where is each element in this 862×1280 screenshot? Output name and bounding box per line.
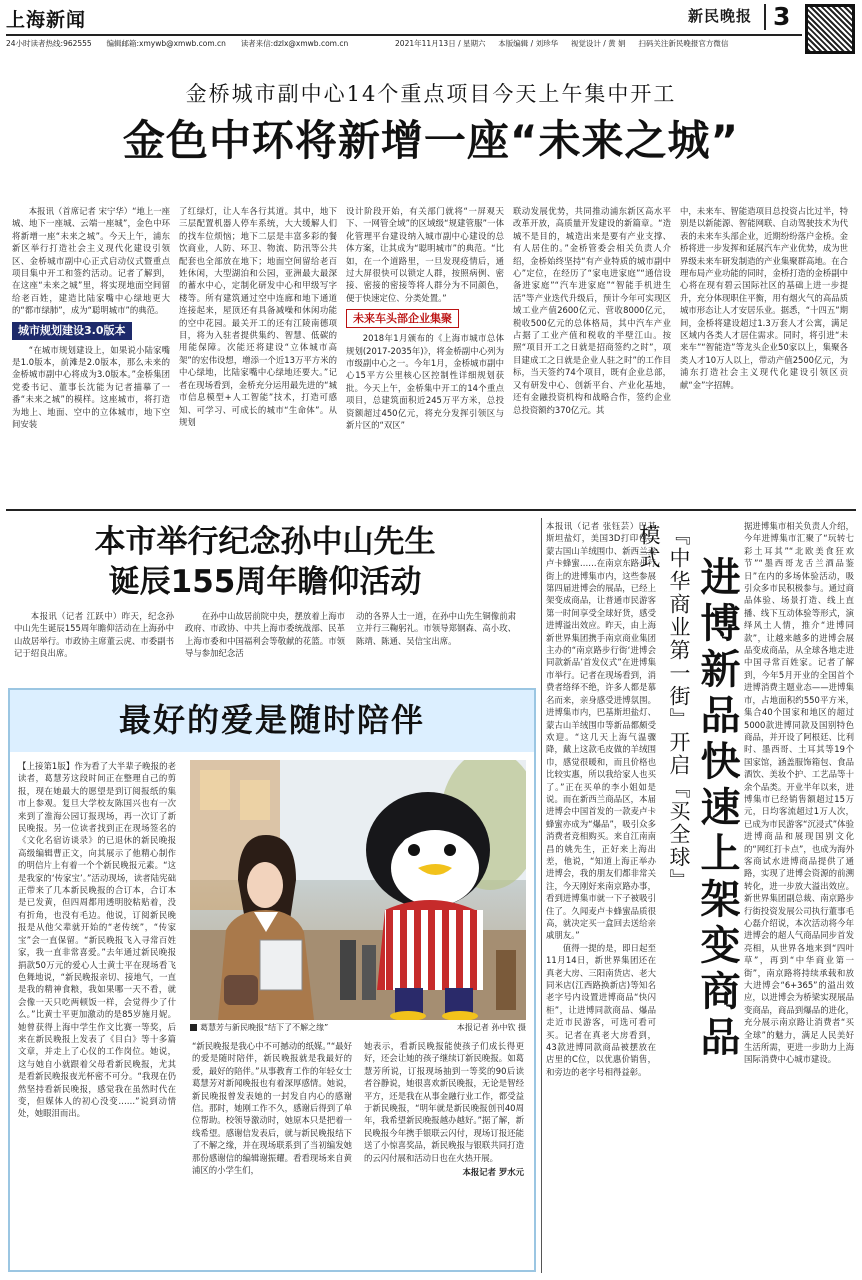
issue-date: 2021年11月13日 / 星期六 [395,39,486,48]
story2-headline-line2: 诞辰155周年瞻仰活动 [108,564,422,600]
story3-photo-caption: 葛慧芳与新民晚报“结下了不解之缘” 本报记者 孙中钦 摄 [190,1022,526,1034]
page-number: 3 [773,2,791,31]
story2-headline-line1: 本市举行纪念孙中山先生 [94,524,436,560]
story3-column-2: “新民晚报是我心中不可撼动的纸媒。”“最好的爱是随时陪伴，新民晚报就是我最好的爱，最好的陪伴。”从事教育工作的年轻女士葛慧芳对新闻晚报也有着深厚感情。她说，新民晚报曾发表她的一封发自内心的感谢信。那时，她刚工作不久，感谢后得到了单位帮助。校领导激动时，她原本只是把着一线希望。感谢信发表后，就与新民晚报结下了不解之缘，并在现场联系到了当初编发她那份感谢信的编辑谢振耀。看看现场来自黄浦区的小学生们， [192,1041,352,1176]
story1-kicker: 金桥城市副中心14个重点项目今天上午集中开工 [185,82,677,106]
paper-logo: 新民晚报 [688,7,753,25]
story4-column-2: 据进博集市相关负责人介绍，今年进博集市汇聚了“玩转七彩土耳其”“北欧美食狂欢节”“墨西哥龙舌兰酒品鉴日”在内的多场体验活动，吸引众多市民积极参与。通过商品体验、场景打造、线上直播、线下互动体验等形式，演绎风土人情，推介“进博同款”，让越来越多的进博会展品变成商品，从全球各地走进中国寻常百姓家。记者了解到，今年5月开业的全国首个进博消费主题业态——进博集市，占地面积约550平方米，集合40个国家和地区的超过5000款进博同款及国别特色商品，并开设了阿根廷、比利时、墨西哥、土耳其等19个国家馆，涵盖服饰箱包、食品酒饮、美妆个护、工艺品等十余个品类。开业半年以来，进博集市已经销售额超过15万元，日均客流超过1万人次，已成为市民游客“沉浸式”体验进博商品和展现国别文化的“网红打卡点”，也成为海外客商试水进博商品提供了通路，实现了进博会资源的前溯转化，进一步放大溢出效应。新世界集团副总裁、南京路步行街投资发展公司执行董事毛心磊介绍说，本次活动将今年进博会的超人气商品同步首发亮相，从世界各地来到“四叶草”，再到“中华商业第一街”，南京路将持续承载和放大进博会“6+365”的溢出效应，以进博会为桥梁实现展品变商品，商品到爆品的进化，充分展示南京路让消费者“买全球”的魅力，满足人民美好生活所需，更进一步助力上海国际消费中心城市建设。 [744,521,854,1065]
story1-column-1: 本报讯（首席记者 宋宁华）“地上一座城、地下一座城、云端一座城”，金色中环将新增一座“未来之城”。今天上午，浦东新区举行打造社会主义现代化建设引领区、金桥城市副中心正式启动仪式暨重点项目集中开工和签约活动。记者了解到，在这座“未来之城”里，将实现地面空间留给老百姓，建造比陆家嘴中心绿地更大的“都市绿肺”，成为“聪明城市”的典范。 城市规划建设3.0版本 “在城市规划建设上，如果说小陆家嘴是1.0版本，前滩是2.0版本，那么未来的金桥城市副中心将成为3.0版本。”金桥集团党委书记、董事长沈能为记者描摹了一番“未来之城”的模样。这座城市，将打造为地上、地面、空中的立体城市，地下空间安装 [12,206,170,430]
editor-email[interactable]: 编辑邮箱:xmywb@xmwb.com.cn [106,39,226,48]
story2-column-1: 本报讯（记者 江跃中）昨天，纪念孙中山先生诞辰155周年瞻仰活动在上海孙中山故居举行。市政协主席董云虎、市委副书记于绍良出席。 [14,611,174,659]
masthead-info-row [6,39,802,49]
story1-headline: 金色中环将新增一座“未来之城” [122,116,740,165]
section-rule-1 [6,509,856,511]
story3-column-3: 她表示，看新民晚报能使孩子们成长得更好，还会让她的孩子继续订新民晚报。如葛慧芳所说，订报现场抽到一等奖的90后读者谷静说，她很喜欢新民晚报，无论是智经平方，还是我在从事金融行业工作，都受益于新民晚报，“明年就是新民晚报创刊40周年，我希望新民晚报越办越好。”据了解，新民晚报今年携手银联云闪付，现场订报还能送了小惊喜奖品，新民晚报与银联共同打造的云闪付展和活动日也在火热开展。 本报记者 罗水元 [364,1041,524,1178]
story1-subhead-2: 未来车头部企业集聚 [346,309,459,328]
story4-column-1: 本报讯（记者 张钰芸）巴基斯坦盐灯，美国3D打印包、蒙古国山羊绒围巾、新西兰麦卢卡蜂蜜……在南京东路步行街上的进博集市内，这些参展第四届进博会的展品，已经上架变成商品，让普通市民游客第一时间享受全球好货，感受进博溢出效应。昨天，由上海新世界集团携手南京商业集团主办的“南京路步行街‘进博会同款新品’首发仪式”在进博集市举行。记者在现场看到，消费者络绎不绝，许多人都是慕名而来，亲身感受进博氛围。进博集市内，巴基斯坦盐灯、蒙古山羊绒围巾等新品都颇受欢迎。“这几天上海气温骤降，戴上这款毛皮做的羊绒围巾，感觉很暖和，而且价格也比较实惠，所以我给家人也买了。”正在买单的李小姐如是说。而在新西兰商品区，本届进博会中国首发的一款麦卢卡蜂蜜亦成为“爆品”，吸引众多消费者竞相购买。来自江南南昌的姚先生，正好来上海出差，他说，“知道上海正举办进博会，我的朋友们都非常关注，今天刚好来南京路办事，看到进博集市就一下子被吸引住了。久闻麦卢卡蜂蜜品质很高，就决定买一盒回去送给亲戚朋友。” 值得一提的是，即日起至11月14日，新世界集团还在真老大房、三阳南货店、老大同米店(江西路换新店)等知名老字号内设置进博商品“快闪柜”，让进博同款商品、爆品走近市民游客，可选可看可买。记者在真老大房看到，43款进博同款商品被摆放在店里的C位，以优惠价销售，和旁边的老字号相得益彰。 [546,521,656,1077]
story1-column-5: 中，未来车、智能造项目总投资占比过半，特别是以新能源、智能网联、自动驾驶技术为代表的未来车头部企业，近期纷纷落户金桥。金桥将进一步发挥和延展汽车产业优势，成为世界级未来车研发制造的产业集聚群高地。在合理布局产业功能的同时，金桥打造的金桥副中心将在现有碧云国际社区的基础上进一步提升，充分体现职住平衡，用有烟火气的高品质城市形态让人才安居乐业。据悉，“十四五”期间，金桥将建设超过1.3万套人才公寓，满足区域内各类人才居住需求。同时，将引进“未来车”“智能造”等龙头企业50家以上，集聚各类人才10万人以上，带动产值2500亿元，为浦东打造社会主义现代化建设引领区贡献“金”字招牌。 [680,206,848,390]
story3-headline: 最好的爱是随时陪伴 [118,701,425,739]
page-editor: 本版编辑 / 刘珍华 [498,39,559,48]
story1-column-2: 了红绿灯，让人车各行其道。其中，地下三层配置机器人停车系统，大大缓解人们的找车位烦恼；地下二层是丰富多彩的餐饮商业，人防、环卫、物流、防汛等公共配套也全部放在地下；地面空间留给老百姓休闲，大型湖泊和公园，亚洲最大最深的蓄水中心，定制化研发中心和甲级写字楼等。所有建筑通过空中连廊和地下通道连接起来，屋顶还有具备减噪和休闲功能的空中花园。最关开工的还有江陵南德项目，将为入驻者提供集约、智慧、低碳的用能保障。次能还将建设“立体城市高架”的宏伟设想，增添一个近13万平方米的中心绿地，比陆家嘴中心绿地还要大。”记者在现场看到，金桥充分运用最先进的“城市信息模型+人工智能”技术，打造可感知、可学习、可成长的城市“生命体”。从规划 [179,206,337,427]
story3-column-1: 【上接第1版】作为看了大半辈子晚报的老读者，葛慧芳这段时间正在整理自己的剪报，现在她最大的愿望是到订阅报纸的集市上参观。复旦大学校友陈国兴也有一次来到了淮海公园订报现场，再一次订了新民晚报。另一位读者找到正在现场签名的《文化名宿访谈录》的已退休的新民晚报高级编辑曹正文，向其展示了他精心制作的明信片上有着一个个新民晚报元素。“这是我家的‘传家宝’。”活动现场，读者陆宪础正带来了几本新民晚报的合订本，合订本是已发黄，但四周都用透明胶粘贴着，没有折角，也没有毛边。他说，订阅新民晚报是从他父辈就开始的“老传统”，“传家宝”会一直保留。“新民晚报飞入寻常百姓家，我一直非常喜爱。”去年通过新民晚报捐款50万元的爱心人士黄士平在现场看飞色舞地说，“新民晚报亲切、接地气，一直是我的精神食粮，我如果哪一天不看，就会像一天只吃两顿饭一样，会觉得少了什么。”比黄士平更加激动的是85岁施月妮。她曾获得上海中学生作文比赛一等奖，后来在新民晚报上发表了《目白》等十多篇文章，并走上了心仪的工作岗位。她说，这与她自小就跟着父母看新民晚报，尤其是看新民晚报夜光杯密不可分。“我现在仍然坚持看新民晚报，感觉我在虽然时代在变，但媒体人的初心没变……”说到动情处，她眼泪而出。 [18,761,176,1119]
photo-illustration [190,760,526,1020]
qr-caption: 扫码关注新民晚报官方微信 [638,39,729,48]
masthead-rule [6,34,802,36]
story1-column-4: 联动发展优势，共同推动浦东新区高水平改革开放，高质量开发建设的新篇章。“造城不是目的，城造出来是要有产业支撑、有人居住的。”金桥管委会相关负责人介绍，金桥始终坚持“有产业特质的城市副中心”定位，在经历了“家电进家庭”“通信设备进家庭”“汽车进家庭”“智能手机进生活”等产业迭代升级后，预计今年可实现区域工业产值2600亿元、营收8000亿元，税收500亿元的总体格局，其中汽车产业占据了工业产值和税收的半壁江山。按照“项目开工之日就是招商签约之时”，项目建成工之日就是企业人驻之时”的工作目标，当天签约74个项目，既有企业总部，又有研发中心、创新平台、产业化基地，还有金融投资机构和战略合作，签约企业总投资额约370亿元。其 [513,206,671,415]
reader-email[interactable]: 读者来信:dzlx@xmwb.com.cn [240,39,349,48]
story2-column-2: 在孙中山故居前院中央，摆放着上海市政府、市政协、中共上海市委统战部、民革上海市委和中国福利会等敬献的花篮。市领导与参加纪念活 [185,611,345,659]
vertical-divider [541,518,542,1273]
section-title: 上海新闻 [6,9,87,31]
story3-byline: 本报记者 罗水元 [462,1167,524,1178]
story2-column-3: 动的各界人士一道，在孙中山先生铜像前肃立并行三鞠躬礼。市领导郑钢森、高小玫、陈靖、陈通、吴信宝出席。 [356,611,516,646]
story4-headline: 进博新品快速上架变商品 [694,556,740,1062]
hotline: 24小时读者热线:962555 [6,39,92,48]
page-divider-bar [764,4,766,30]
page-designer: 视觉设计 / 黄 娟 [570,39,626,48]
story3-photo [190,760,526,1020]
story3-photo-credit: 本报记者 孙中钦 摄 [456,1023,526,1032]
story4-kicker: 『中华商业第一街』开启『买全球』模式 [637,524,691,892]
story1-column-3: 设计阶段开始，有关部门就将“一屏观天下、一网管全域”的区域级“规建管服”一体化管理平台建设纳入城市副中心建设的总体方案，让其成为“聪明城市”的典范。“比如，在一个道路里，一旦发现疫情后，通过大屏很快可以锁定人群，按照病例、密接、密接的密接等将人群分为不同颜色，便于快速定位、分类处置。” 未来车头部企业集聚 2018年1月颁布的《上海市城市总体规划(2017-2035年)》，将金桥副中心列为市级副中心之一。今年1月，金桥城市副中心15平方公里核心区控制性详细规划获批。今天上午，金桥集中开工的14个重点项目，总建筑面积近245万平方米，总投资额超过450亿元，将充分发挥引领区与新片区的“双区” [346,206,504,431]
camera-icon [190,1024,197,1031]
qr-code-icon[interactable] [805,4,855,54]
story1-subhead-1: 城市规划建设3.0版本 [12,322,132,340]
